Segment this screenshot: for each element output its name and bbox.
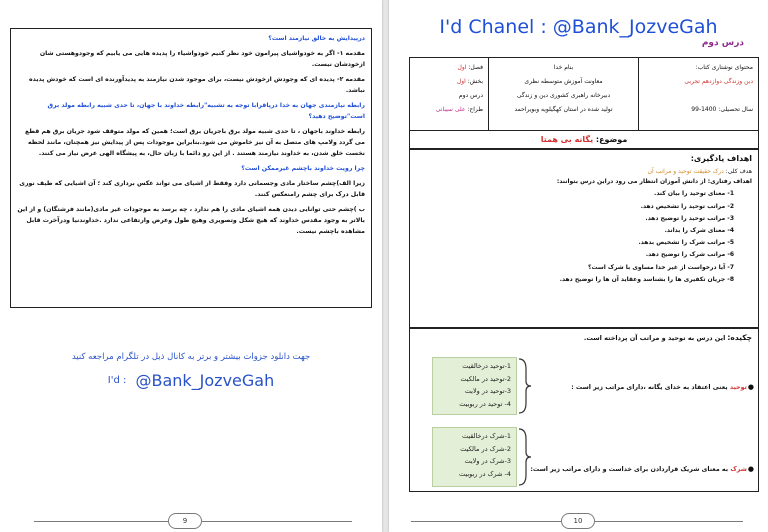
shirk-levels-list	[432, 427, 517, 487]
info-value: اول	[456, 78, 466, 85]
brace-icon	[517, 357, 533, 415]
question-heading: چرا رویت خداوند باچشم غیرممکن است؟	[241, 165, 365, 172]
info-cell: بنام خدا	[553, 64, 574, 71]
overall-goal	[416, 167, 752, 178]
list-item: 4- شرک در ربوبیت	[458, 469, 511, 478]
summary-intro: این درس به توحید و مراتب آن پرداخته است.	[583, 334, 726, 342]
list-item: 5- مراتب شرک را تشخیص بدهد.	[638, 239, 734, 247]
info-cell: سال تحصیلی: 1400-99	[691, 106, 753, 113]
info-cell: تولید شده در استان کهگیلویه وبویراحمد	[514, 106, 613, 113]
info-value: علی سیبانی	[435, 106, 466, 113]
info-cell	[644, 89, 753, 103]
shirk-label: شرک	[730, 466, 747, 473]
learning-goals-box	[409, 149, 759, 328]
summary-header	[416, 333, 752, 342]
info-cell: دین وزندگی دوازدهم تجربی	[684, 78, 753, 85]
list-item: 3- مراتب توحید را توضیح دهد.	[645, 214, 734, 222]
info-label: بخش:	[467, 78, 483, 85]
info-cell: محتوای نوشتاری کتاب:	[695, 64, 753, 71]
tawhid-text: یعنی اعتقاد به خدای یگانه ،دارای مراتب زیر است :	[571, 384, 728, 391]
footer-divider	[34, 521, 168, 522]
answer-paragraph: ب )چشم حتی توانایی دیدن همه اشیای مادی را هم ندارد ، چه برسد به موجودات غیر مادی(مانند فرشتگان) و از این بالاتر به وجود مقدس خداوند که هیچ شکل وتصویری وهیچ طول وعرض وارتفاعی ندارد .خداوندنیا ودرآخرت قابل مشاهده باچشم نیست.	[17, 206, 365, 235]
list-item: 1-توحید درخالقیت	[462, 362, 511, 370]
list-item: 4- توحید در ربوبیت	[459, 399, 511, 408]
list-item: 8- جریان تکفیری ها را بشناسد وعقاید آن ها را توضیح دهد.	[559, 275, 734, 283]
list-item: 6- مراتب شرک را توضیح دهد.	[645, 251, 734, 259]
footer-divider	[202, 521, 352, 522]
topic-row	[410, 131, 758, 149]
channel-title[interactable]: I'd Chanel : @Bank_JozveGah	[439, 16, 718, 38]
overall-goal-label: هدف کلی:	[725, 167, 752, 175]
info-column-header	[488, 58, 638, 130]
shirk-definition	[530, 465, 754, 473]
info-label: فصل:	[468, 64, 483, 71]
right-page	[389, 0, 768, 532]
goals-title: اهداف یادگیری:	[690, 154, 752, 163]
info-column-book	[638, 58, 758, 130]
goal-list	[416, 189, 752, 285]
answer-paragraph: زیرا الف)چشم ساختار مادی وجسمانی دارد وفقط از اشیای می تواند عکس برداری کند ؛ آن اشیایی که طیف نوری قابل درک برای چشم رامنعکس کنند.	[19, 180, 365, 198]
premise-paragraph: مقدمه ۲- پدیده ای که وجودش ازخودش نیست، برای موجود شدن نیازمند به پدیدآورنده ای است که خودش پدیده نباشد.	[29, 76, 365, 94]
footer-divider	[595, 521, 743, 522]
info-value: اول	[457, 64, 467, 71]
promo-text: جهت دانلود جزوات بیشتر و برتر به کانال ذیل در تلگرام مراجعه کنید	[71, 352, 311, 362]
answer-paragraph: رابطه خداوند باجهان ، تا حدی شبیه مولد برق باجریان برق است؛ همین که مولد متوقف شود جریان برق هم قطع می گردد ولامپ های متصل به آن نیز خاموش می شود.بنابراین موجودات پس از پیدایش نیز همچنان، مانند لحظه نخست خلق شدن، به خداوند نیازمند هستند . از این رو دائما با زبان حال، به پیشگاه الهی عرض نیاز می کنند.	[25, 128, 365, 157]
info-cell: دبیرخانه راهبری کشوری دین و زندگی	[516, 92, 611, 99]
topic-value: یگانه بی همتا	[540, 135, 594, 144]
promo-prefix: I'd :	[107, 375, 127, 386]
promo-handle-row	[10, 370, 372, 390]
lesson-info-table	[409, 57, 759, 149]
shirk-text: به معنای شریک قراردادن برای خداست و دارای مراتب زیر است:	[530, 466, 729, 473]
left-page	[0, 0, 382, 532]
list-item: 7- آیا درخواست از غیر خدا مساوی با شرک است؟	[588, 263, 734, 271]
brace-icon	[517, 427, 533, 487]
info-column-meta	[410, 58, 488, 130]
list-item: 4- معنای شرک را بداند.	[664, 226, 734, 234]
page-number: 9	[168, 513, 202, 529]
info-label: درس دوم	[458, 92, 483, 99]
overall-goal-value: درک حقیقت توحید و مراتب آن	[647, 167, 724, 175]
list-item: 2-شرک در مالکیت	[460, 444, 511, 453]
list-item: 2- مراتب توحید را تشخیص دهد.	[640, 202, 734, 210]
list-item: 2-توحید در مالکیت	[460, 374, 511, 383]
tawhid-definition	[571, 383, 754, 391]
page-number: 10	[561, 513, 595, 529]
info-label: طراح:	[467, 106, 483, 113]
list-item: 1- معنای توحید را بیان کند.	[654, 190, 734, 198]
topic-label: موضوع:	[595, 135, 628, 144]
list-item: 3-شرک در ولایت	[464, 457, 511, 465]
premise-paragraph: مقدمه ۱- اگر به خودواشیای پیرامون خود نظر کنیم خودواشیاء را پدیده هایی می یابیم که وجودوهستی شان ازخودشان نیست.	[39, 50, 365, 68]
qa-content-box	[10, 28, 372, 308]
behavioral-goals-intro: اهداف رفتاری: از دانش آموزان انتظار می رود دراین درس بتوانند:	[556, 178, 752, 186]
info-cell: معاونت آموزش متوسطه نظری	[524, 78, 603, 85]
tawhid-levels-list	[432, 357, 517, 415]
question-heading: رابطه نیازمندی جهان به خدا درپاقرابا توجه به تشبیه"رابطه خداوند با جهان، تا حدی شبیه رابطه مولد برق است"توضیح دهید؟	[47, 102, 365, 120]
lesson-name: درس دوم	[701, 38, 744, 48]
tawhid-label: توحید	[729, 384, 747, 391]
list-item: 1-شرک درخالقیت	[461, 432, 511, 440]
list-item: 3-توحید در ولایت	[464, 387, 511, 395]
bullet-icon: ●	[747, 465, 754, 473]
bullet-icon: ●	[747, 383, 754, 391]
question-heading: درپیدایش به خالق نیازمند است؟	[268, 35, 365, 42]
footer-divider	[411, 521, 561, 522]
summary-title: چکیده:	[727, 333, 752, 342]
promo-channel-handle[interactable]: @Bank_JozveGah	[135, 371, 275, 390]
